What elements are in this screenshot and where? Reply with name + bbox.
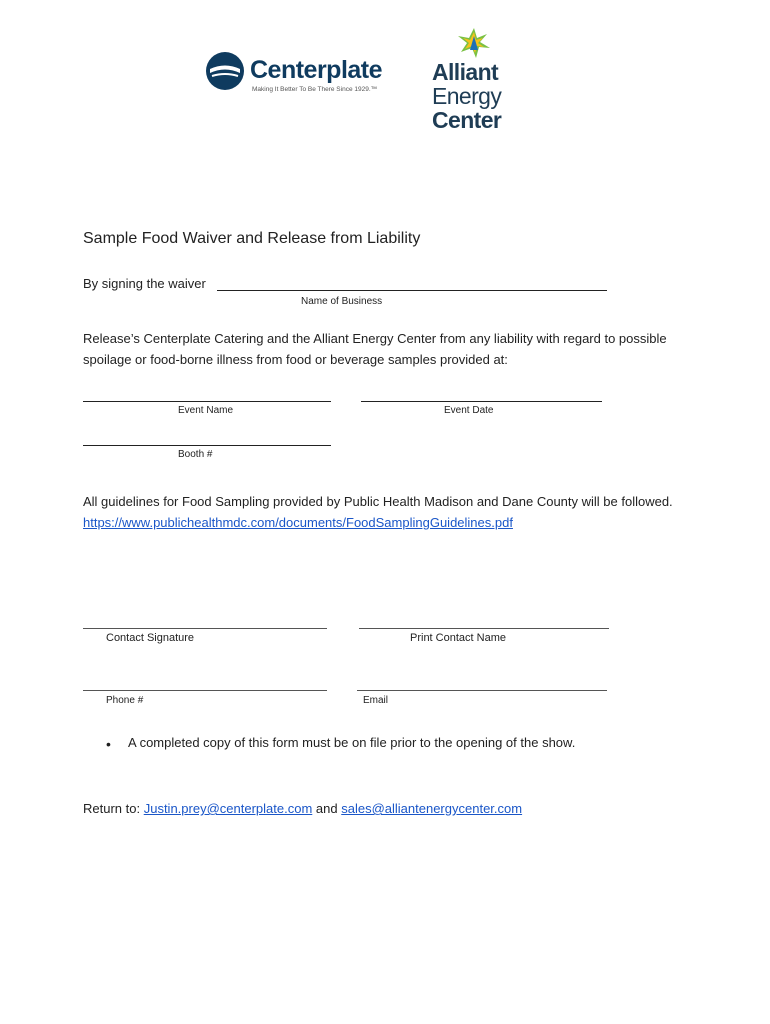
- email-label: Email: [363, 695, 389, 706]
- alliant-line1: Alliant: [432, 59, 499, 85]
- phone-line[interactable]: [83, 690, 327, 691]
- release-paragraph: Release’s Centerplate Catering and the Alliant Energy Center from any liability with regard to possible spoilage or food-borne illness from food or beverage samples provided at:: [83, 331, 667, 367]
- event-name-label: Event Name: [178, 405, 234, 416]
- document-title: Sample Food Waiver and Release from Liability: [83, 230, 421, 247]
- print-contact-name-line[interactable]: [359, 628, 609, 629]
- contact-signature-line[interactable]: [83, 628, 327, 629]
- guidelines-paragraph: [83, 491, 683, 533]
- signing-prefix: By signing the waiver: [83, 276, 206, 291]
- return-to-line: [83, 801, 522, 816]
- business-name-label: Name of Business: [301, 296, 383, 307]
- centerplate-name: Centerplate: [250, 56, 383, 84]
- phone-label: Phone #: [106, 695, 144, 706]
- guidelines-link[interactable]: https://www.publichealthmdc.com/documents/FoodSamplingGuidelines.pdf: [83, 515, 513, 530]
- print-contact-name-label: Print Contact Name: [410, 632, 506, 644]
- centerplate-tagline: Making It Better To Be There Since 1929.™: [252, 86, 378, 93]
- alliant-line3: Center: [432, 107, 502, 133]
- booth-line[interactable]: [83, 445, 331, 446]
- business-name-line[interactable]: [217, 290, 607, 291]
- event-date-line[interactable]: [361, 401, 602, 402]
- email-line[interactable]: [357, 690, 607, 691]
- contact-signature-label: Contact Signature: [106, 632, 195, 644]
- bullet-text: A completed copy of this form must be on file prior to the opening of the show.: [128, 735, 576, 750]
- event-date-label: Event Date: [444, 405, 494, 416]
- return-to-prefix: Return to:: [83, 801, 141, 816]
- return-conjunction: and: [315, 801, 338, 816]
- alliant-energy-logo: [428, 26, 528, 138]
- booth-label: Booth #: [178, 449, 213, 460]
- centerplate-logo: [204, 50, 384, 100]
- return-email-2[interactable]: sales@alliantenergycenter.com: [341, 801, 523, 816]
- guidelines-text: All guidelines for Food Sampling provided by Public Health Madison and Dane County will be followed.: [83, 494, 673, 509]
- centerplate-emblem-icon: [204, 50, 246, 92]
- alliant-star-icon: [452, 26, 496, 60]
- return-email-1[interactable]: Justin.prey@centerplate.com: [143, 801, 313, 816]
- event-name-line[interactable]: [83, 401, 331, 402]
- alliant-line2: Energy: [432, 83, 502, 109]
- bullet-symbol: •: [106, 736, 111, 752]
